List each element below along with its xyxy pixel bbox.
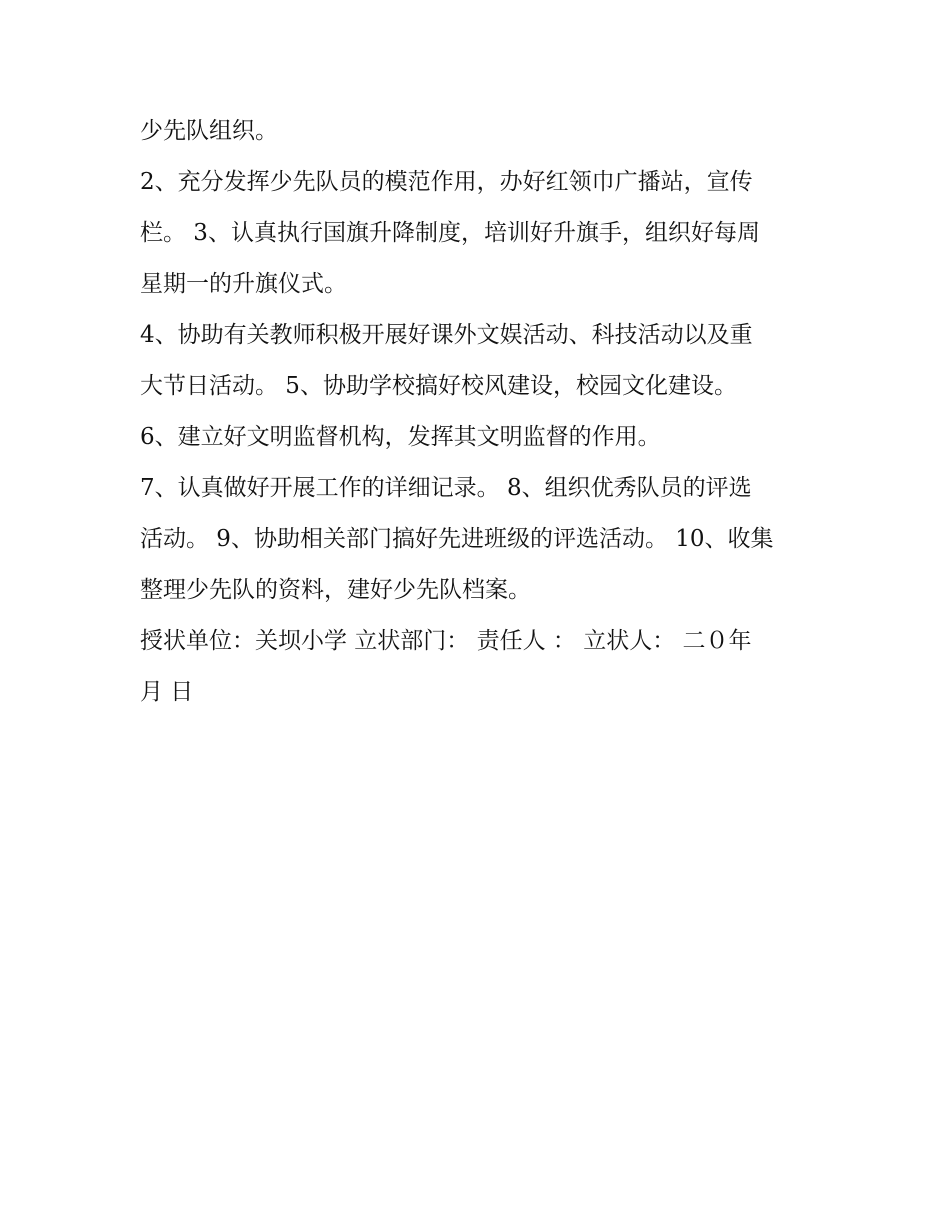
text-line: 少先队组织。 (140, 118, 278, 144)
text-line: 星期一的升旗仪式。 (140, 271, 347, 297)
signature-line: 授状单位：关坝小学 立状部门： 责任人 ： 立状人： 二０年 (140, 628, 752, 654)
text-line: 2、充分发挥少先队员的模范作用，办好红领巾广播站，宣传 (140, 169, 753, 195)
text-line: 活动。 9、协助相关部门搞好先进班级的评选活动。 10、收集 (140, 526, 774, 552)
text-line: 7、认真做好开展工作的详细记录。 8、组织优秀队员的评选 (140, 475, 752, 501)
text-line: 6、建立好文明监督机构，发挥其文明监督的作用。 (140, 424, 661, 450)
text-line: 大节日活动。 5、协助学校搞好校风建设，校园文化建设。 (140, 373, 737, 399)
text-line: 4、协助有关教师积极开展好课外文娱活动、科技活动以及重 (140, 322, 753, 348)
date-line: 月 日 (140, 679, 194, 705)
text-line: 整理少先队的资料，建好少先队档案。 (140, 577, 531, 603)
text-line: 栏。 3、认真执行国旗升降制度，培训好升旗手，组织好每周 (140, 220, 760, 246)
document-body (140, 106, 820, 718)
